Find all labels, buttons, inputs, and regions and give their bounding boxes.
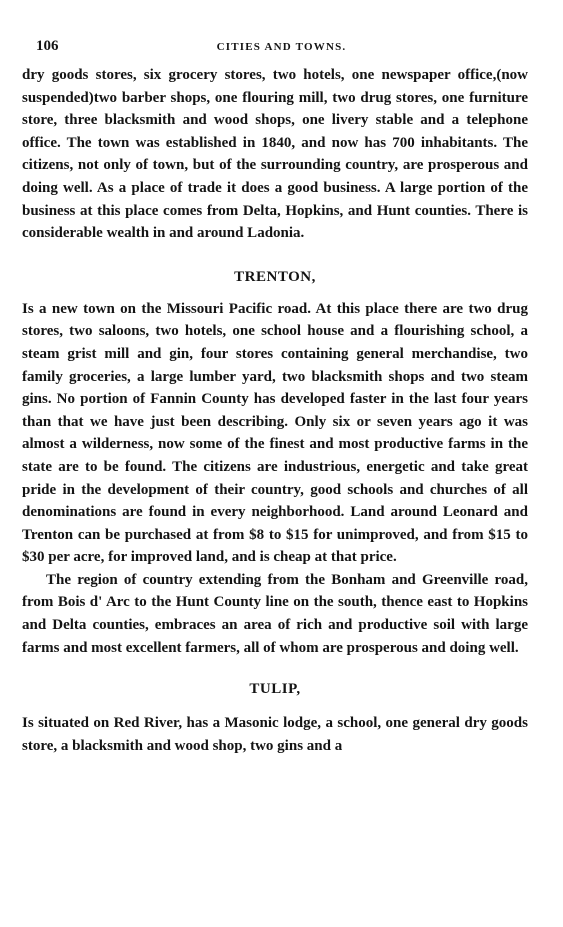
section-heading-trenton: TRENTON, [234, 268, 316, 285]
page-number: 106 [36, 38, 59, 54]
trenton-paragraph-1: Is a new town on the Missouri Pacific road. At this place there are two drug stores, two saloons, two hotels, one school house and a flourishing school, a steam grist mill and gin, four stores containing general merchandise, two family groceries, a large lumber yard, two blacksmith shops and two steam gins. No portion of Fannin County has developed faster in the last four years than that we have just been describing. Only six or seven years ago it was almost a wilderness, now some of the finest and most productive farms in the state are to be found. The citizens are industrious, energetic and take great pride in the development of their country, good schools and churches of all denominations are found in every neighborhood. Land around Leonard and Trenton can be purchased at from $8 to $15 for unimproved, and from $15 to $30 per acre, for improved land, and is cheap at that price. [22, 300, 528, 566]
body-text [22, 64, 528, 757]
page-header [0, 38, 563, 60]
ladonia-continued-paragraph: dry goods stores, six grocery stores, two hotels, one newspaper office,(now suspended)two barber shops, one flouring mill, two drug stores, one furniture store, three blacksmith and wood shops, one livery stable and a telephone office. The town was established in 1840, and now has 700 inhabitants. The citizens, not only of town, but of the surrounding country, are prosperous and doing well. As a place of trade it does a good business. A large portion of the business at this place comes from Delta, Hopkins, and Hunt counties. There is considerable wealth in and around Ladonia. [22, 67, 528, 242]
trenton-paragraph-2: The region of country extending from the Bonham and Greenville road, from Bois d' Arc to the Hunt County line on the south, thence east to Hopkins and Delta counties, embraces an area of rich and productive soil with large farms and most excellent farmers, all of whom are prosperous and doing well. [22, 571, 528, 656]
tulip-paragraph: Is situated on Red River, has a Masonic lodge, a school, one general dry goods store, a blacksmith and wood shop, two gins and a [22, 715, 528, 754]
running-head: CITIES AND TOWNS. [216, 41, 347, 53]
section-heading-tulip: TULIP, [249, 681, 301, 698]
